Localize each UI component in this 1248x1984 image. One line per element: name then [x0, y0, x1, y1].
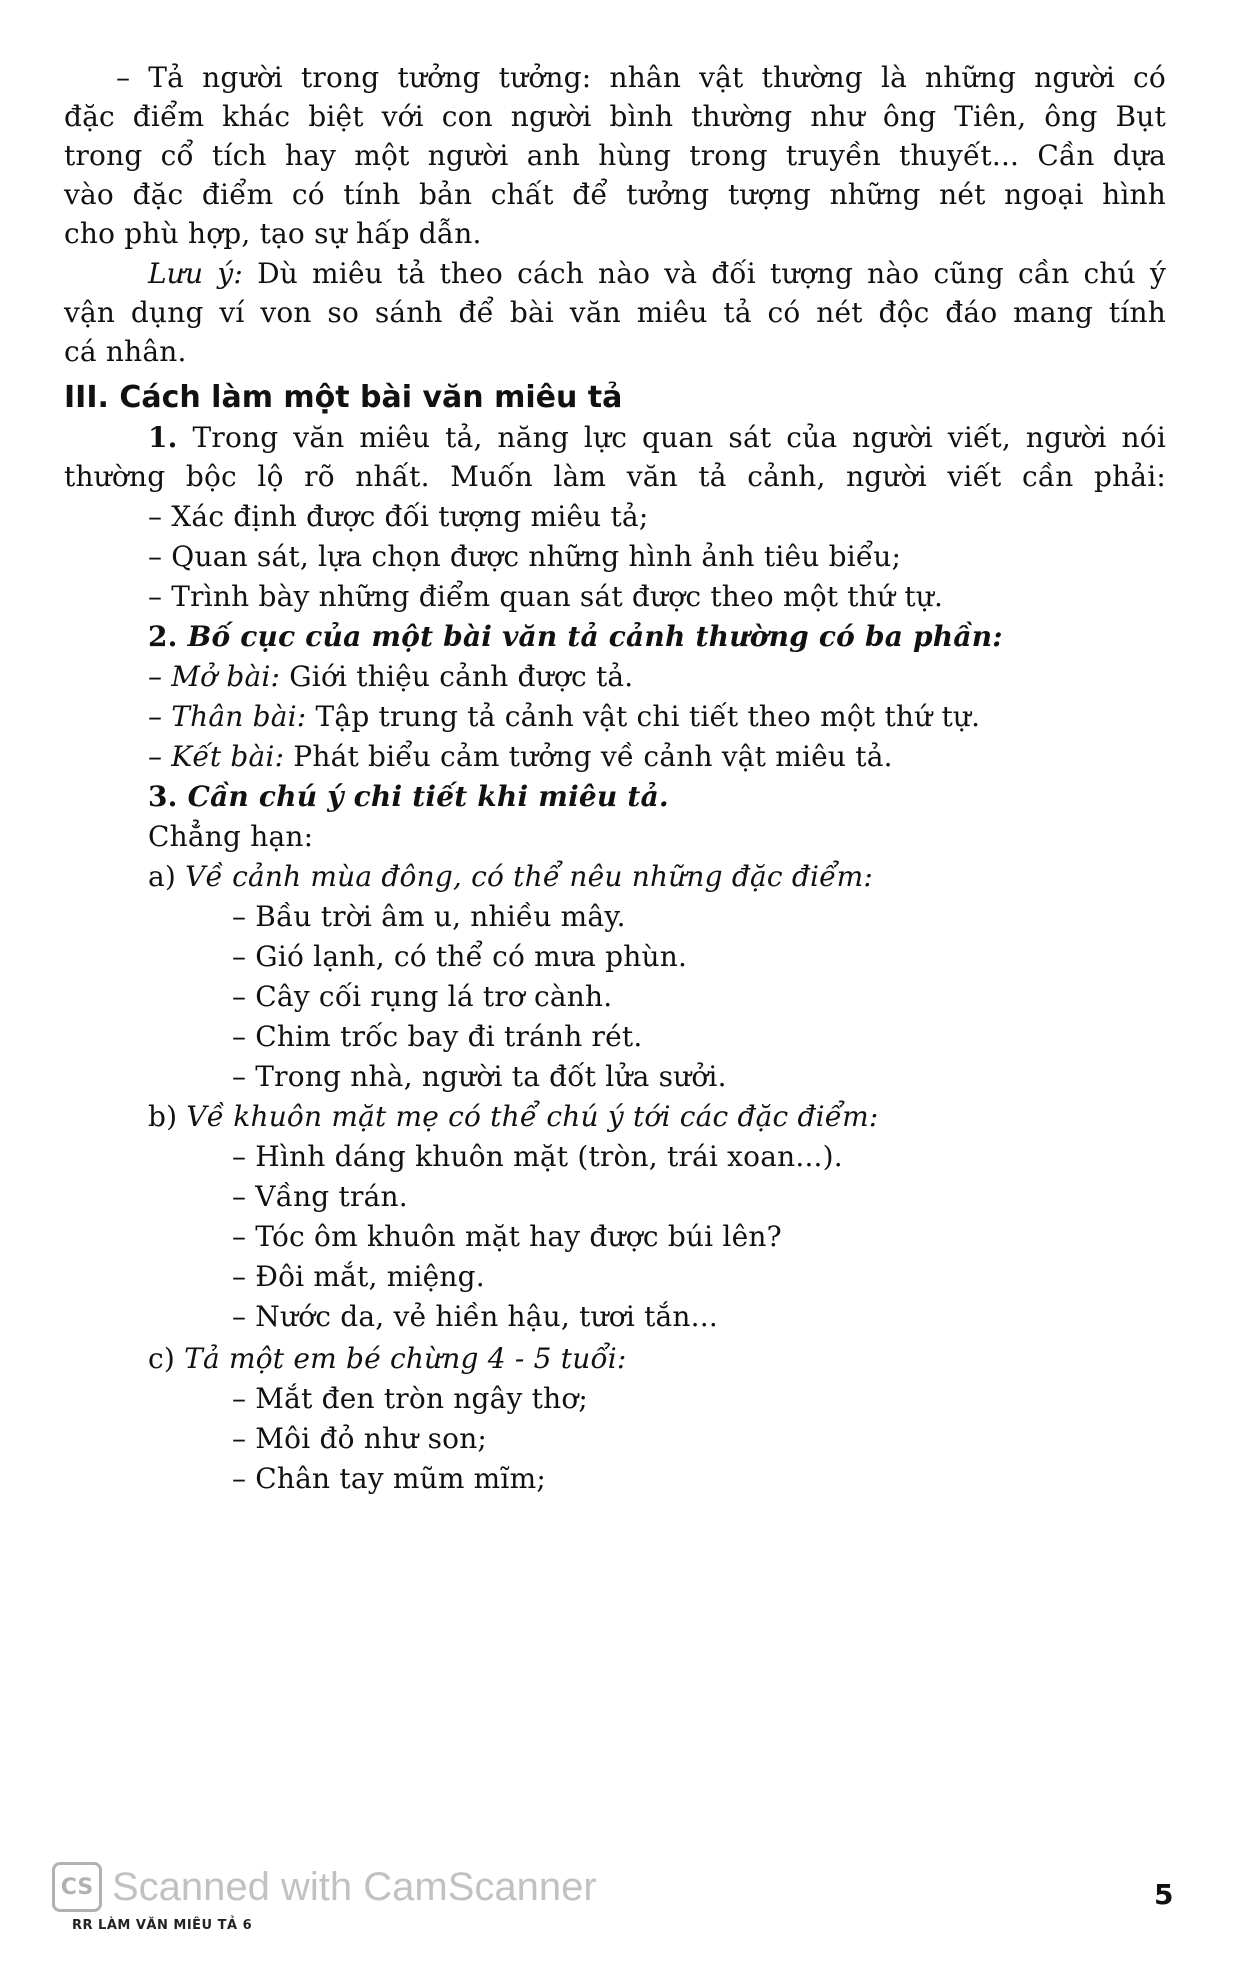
list-item: – Bầu trời âm u, nhiều mây. [232, 900, 626, 933]
part-label: – Mở bài: [148, 660, 281, 693]
example-title: Về cảnh mùa đông, có thể nêu những đặc điểm: [176, 860, 873, 893]
point3-heading [148, 777, 669, 817]
list-item: – Trong nhà, người ta đốt lửa sưởi. [232, 1060, 727, 1093]
part-text: Tập trung tả cảnh vật chi tiết theo một thứ tự. [306, 700, 981, 733]
list-item: – Đôi mắt, miệng. [232, 1260, 485, 1293]
list-item: – Mắt đen tròn ngây thơ; [232, 1382, 589, 1415]
list-item: – Cây cối rụng lá trơ cành. [232, 980, 613, 1013]
part-label: – Thân bài: [148, 700, 307, 733]
part-label: – Kết bài: [148, 740, 285, 773]
list-item: – Vầng trán. [232, 1180, 408, 1213]
part-text: Phát biểu cảm tưởng về cảnh vật miêu tả. [284, 740, 893, 773]
paragraph-line: trong cổ tích hay một người anh hùng trong truyền thuyết... Cần dựa [64, 139, 1166, 172]
paragraph-line: đặc điểm khác biệt với con người bình thường như ông Tiên, ông Bụt [64, 100, 1166, 133]
point1-line: thường bộc lộ rõ nhất. Muốn làm văn tả cảnh, người viết cần phải: [64, 460, 1166, 493]
paragraph-line: cho phù hợp, tạo sự hấp dẫn. [64, 217, 482, 250]
section-heading: III. Cách làm một bài văn miêu tả [64, 380, 623, 415]
example-b-heading [148, 1097, 879, 1137]
paragraph-line: vào đặc điểm có tính bản chất để tưởng tượng những nét ngoại hình [64, 178, 1166, 211]
list-item: – Gió lạnh, có thể có mưa phùn. [232, 940, 688, 973]
list-item [148, 657, 633, 697]
list-item: – Quan sát, lựa chọn được những hình ảnh tiêu biểu; [148, 540, 902, 573]
point2-number: 2. [148, 620, 178, 653]
note-line [148, 254, 1166, 294]
camscanner-watermark [52, 1862, 597, 1912]
book-code: RR LÀM VĂN MIÊU TẢ 6 [72, 1918, 253, 1933]
note-line: cá nhân. [64, 335, 187, 368]
camscanner-logo-icon: CS [52, 1862, 102, 1912]
example-prefix: a) [148, 860, 177, 893]
page-number: 5 [1154, 1878, 1174, 1911]
example-prefix: c) [148, 1342, 176, 1375]
example-c-heading [148, 1339, 627, 1379]
list-item: – Hình dáng khuôn mặt (tròn, trái xoan...). [232, 1140, 843, 1173]
example-prefix: b) [148, 1100, 178, 1133]
paragraph-line: – Tả người trong tưởng tưởng: nhân vật thường là những người có [116, 61, 1166, 94]
list-item: – Xác định được đối tượng miêu tả; [148, 500, 649, 533]
point2-title: Bố cục của một bài văn tả cảnh thường có ba phần: [177, 620, 1003, 653]
note-line: vận dụng ví von so sánh để bài văn miêu tả có nét độc đáo mang tính [64, 296, 1166, 329]
example-title: Tả một em bé chừng 4 - 5 tuổi: [175, 1342, 627, 1375]
note-label: Lưu ý: [148, 257, 243, 290]
note-text: Dù miêu tả theo cách nào và đối tượng nào cũng cần chú ý [243, 257, 1166, 290]
list-item: – Nước da, vẻ hiền hậu, tươi tắn... [232, 1300, 718, 1333]
point3-title: Cần chú ý chi tiết khi miêu tả. [177, 780, 669, 813]
point1-number: 1. [148, 421, 178, 454]
list-item [148, 737, 893, 777]
list-item [148, 697, 980, 737]
list-item: – Môi đỏ như son; [232, 1422, 488, 1455]
list-item: – Tóc ôm khuôn mặt hay được búi lên? [232, 1220, 782, 1253]
point1-line [148, 418, 1166, 458]
example-title: Về khuôn mặt mẹ có thể chú ý tới các đặc điểm: [177, 1100, 879, 1133]
watermark-text: Scanned with CamScanner [112, 1864, 597, 1909]
example-a-heading [148, 857, 873, 897]
list-item: – Chim trốc bay đi tránh rét. [232, 1020, 643, 1053]
point2-heading [148, 617, 1003, 657]
list-item: – Trình bày những điểm quan sát được theo một thứ tự. [148, 580, 944, 613]
example-intro: Chẳng hạn: [148, 820, 314, 853]
list-item: – Chân tay mũm mĩm; [232, 1462, 546, 1495]
point1-text: Trong văn miêu tả, năng lực quan sát của người viết, người nói [177, 421, 1166, 454]
part-text: Giới thiệu cảnh được tả. [280, 660, 634, 693]
point3-number: 3. [148, 780, 178, 813]
